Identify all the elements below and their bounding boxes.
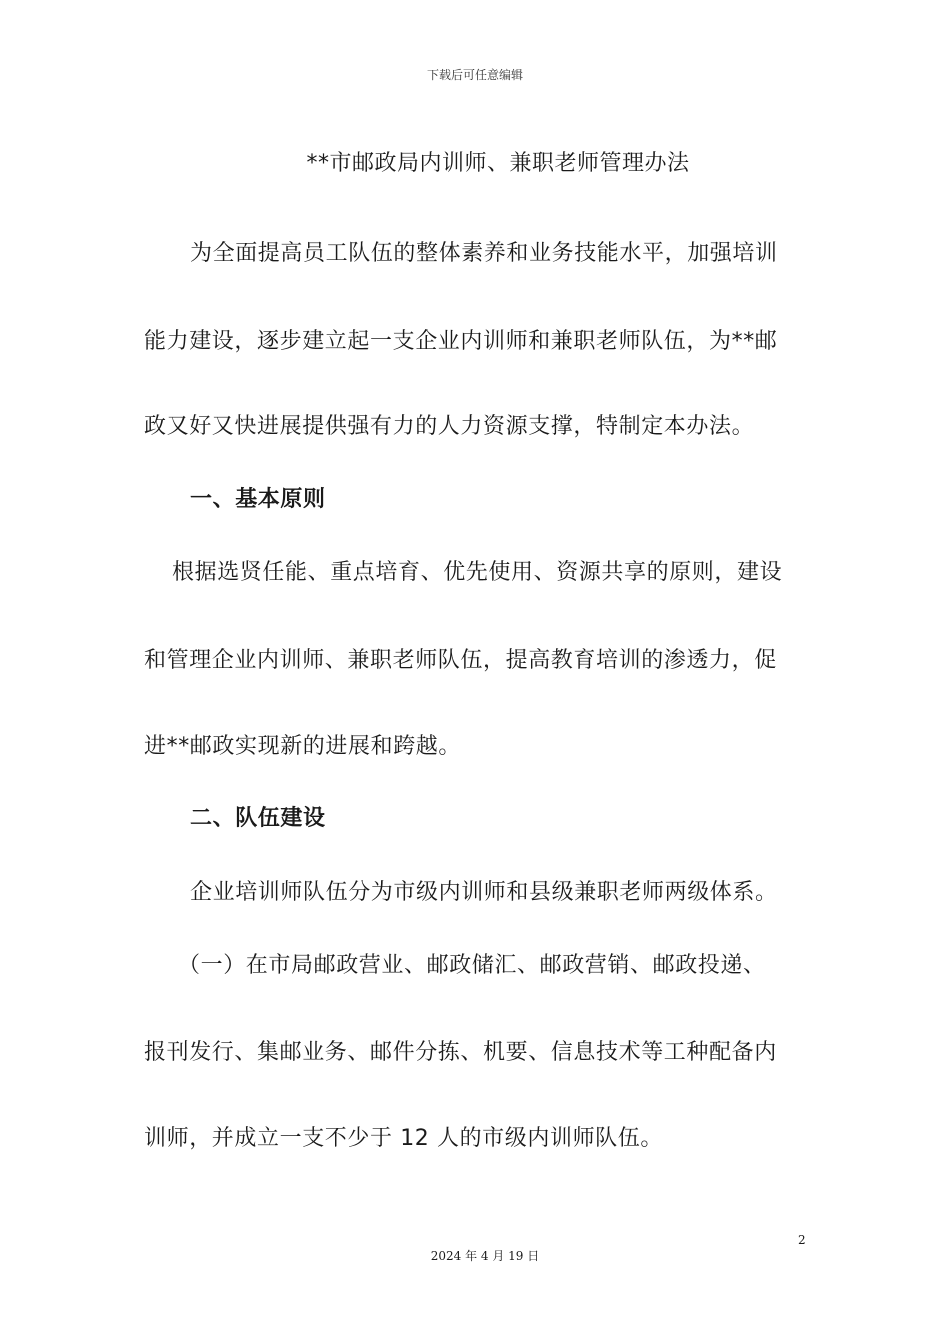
document-title: **市邮政局内训师、兼职老师管理办法 [306,151,690,176]
intro-line-2: 能力建设，逐步建立起一支企业内训师和兼职老师队伍，为**邮 [144,329,778,354]
section2-heading: 二、队伍建设 [190,806,326,831]
section1-line-1: 根据选贤任能、重点培育、优先使用、资源共享的原则，建设 [172,560,783,585]
footer-date: 2024 年 4 月 19 日 [430,1249,540,1263]
page-number: 2 [798,1233,806,1247]
section2-item1-line-2: 报刊发行、集邮业务、邮件分拣、机要、信息技术等工种配备内 [144,1040,777,1065]
intro-line-1: 为全面提高员工队伍的整体素养和业务技能水平，加强培训 [190,241,778,266]
section1-line-3: 进**邮政实现新的进展和跨越。 [144,734,462,759]
section1-heading: 一、基本原则 [190,487,326,512]
section2-item1-line-3: 训师，并成立一支不少于 12 人的市级内训师队伍。 [144,1126,663,1151]
section2-item1-line-1: （一）在市局邮政营业、邮政储汇、邮政营销、邮政投递、 [178,953,766,978]
intro-line-3: 政又好又快进展提供强有力的人力资源支撑，特制定本办法。 [144,414,755,439]
section2-intro: 企业培训师队伍分为市级内训师和县级兼职老师两级体系。 [190,880,778,905]
header-note: 下载后可任意编辑 [426,68,523,82]
section1-line-2: 和管理企业内训师、兼职老师队伍，提高教育培训的渗透力，促 [144,648,777,673]
